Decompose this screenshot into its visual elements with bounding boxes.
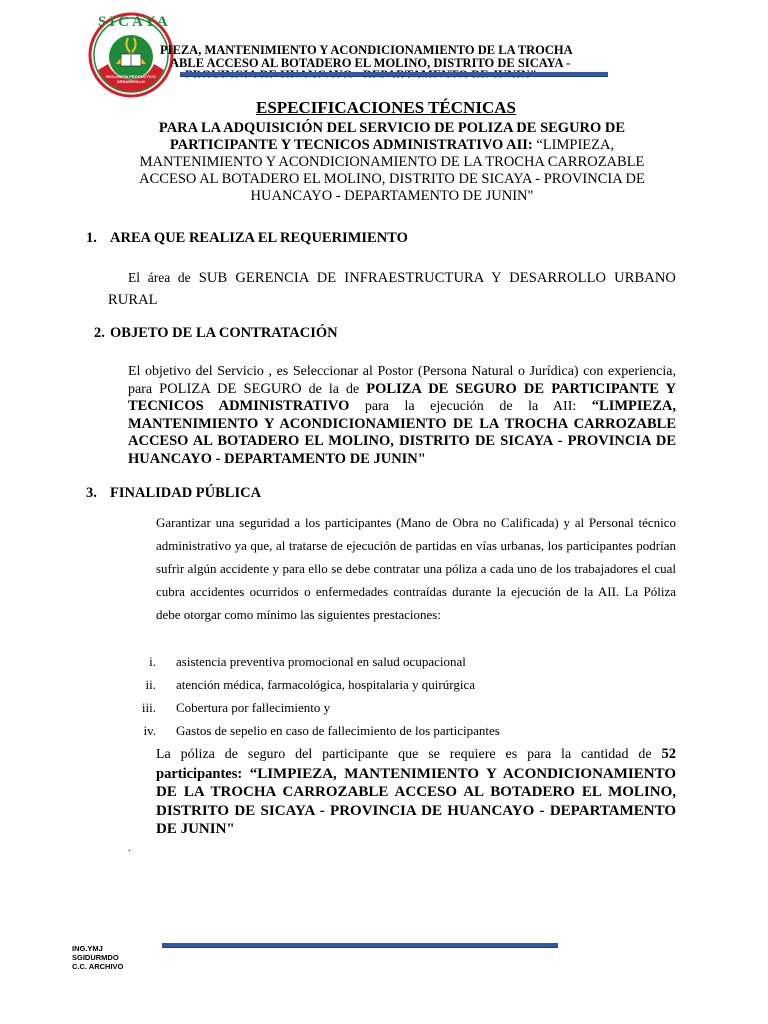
prestaciones-list [96,650,656,742]
section-1-text [108,267,676,311]
section-2-text-b: POLIZA DE SEGURO [159,380,302,397]
list-item [96,673,656,696]
document-title: ESPECIFICACIONES TÉCNICAS [256,98,516,117]
section-3-closing [156,745,676,839]
footer-initials [72,944,123,971]
section-2-bold-1: POLIZA DE SEGURO DE PARTICIPANTE Y TECNICOS ADMINISTRATIVO [128,380,677,414]
subtitle-project: “LIMPIEZA, MANTENIMIENTO Y ACONDICIONAMIENTO DE LA TROCHA CARROZABLE ACCESO AL BOTADERO EL MOLINO, DISTRITO DE SICAYA - PROVINCIA DE HUANCAYO - DEPARTAMENTO DE JUNIN" [139,137,645,204]
section-3-title: FINALIDAD PÚBLICA [110,485,262,501]
section-2-bold-2: “LIMPIEZA, MANTENIMIENTO Y ACONDICIONAMIENTO DE LA TROCHA CARROZABLE ACCESO AL BOTADERO EL MOLINO, DISTRITO DE SICAYA - PROVINCIA DE HUANCAYO - DEPARTAMENTO DE JUNIN" [128,398,676,467]
subtitle-bold: PARA LA ADQUISICIÓN DEL SERVICIO DE POLIZA DE SEGURO DE PARTICIPANTE Y TECNICOS ADMINISTRATIVO AII: [158,120,626,153]
list-item-text: asistencia preventiva promocional en salud ocupacional [176,654,466,669]
header-line-1: PIEZA, MANTENIMIENTO Y ACONDICIONAMIENTO DE LA TROCHA [160,43,573,57]
section-2-number: 2. [94,325,105,341]
document-subtitle [112,120,672,205]
section-1-number: 1. [86,230,97,246]
list-item [96,696,656,719]
header-line-2: ABLE ACCESO AL BOTADERO EL MOLINO, DISTRITO DE SICAYA - [170,56,571,70]
footer-line: ING.YMJ [72,944,103,953]
footer-divider [162,943,558,947]
list-item-text: Cobertura por fallecimiento y [176,700,331,715]
closing-project: “LIMPIEZA, MANTENIMIENTO Y ACONDICIONAMIENTO DE LA TROCHA CARROZABLE ACCESO AL BOTADERO EL MOLINO, DISTRITO DE SICAYA - PROVINCIA DE HUANCAYO - DEPARTAMENTO DE JUNIN" [156,765,676,837]
section-2-text-c: de la de [301,381,367,397]
section-3-number: 3. [86,485,97,501]
section-2-text [128,364,676,468]
list-item [96,719,656,742]
section-2-text-a: El objetivo del Servicio , es Seleccionar al Postor (Persona Natural o Jurídica) con experiencia, para [128,364,676,397]
list-item-number: iii. [141,700,156,715]
closing-count: 52 participantes: [156,746,676,782]
section-3-paragraph: Garantizar una seguridad a los participantes (Mano de Obra no Calificada) y al Personal técnico administrativo ya que, al tratarse de ejecución de partidas en vías urbanas, los participantes podrían sufrir algún accidente y para ello se debe contratar una póliza a cada uno de los trabajadores el cual cubra accidentes ocurridos o enfermedades contraídas durante la ejecución de la AII. La Póliza debe otorgar como mínimo las siguientes prestaciones: [156,515,676,622]
closing-text-a: La póliza de seguro del participante que se requiere es para la cantidad de [156,747,662,762]
section-1-text-a: El área de [128,270,191,285]
section-1-heading [86,230,408,247]
section-3-heading [86,485,261,502]
header-divider [180,72,608,76]
stray-dot: . [128,843,131,854]
list-item-text: Gastos de sepelio en caso de fallecimiento de los participantes [176,723,500,738]
logo-text: SICAYA [98,14,171,30]
section-2-text-d: para la ejecución de la AII: [349,399,592,414]
list-item-text: atención médica, farmacológica, hospitalaria y quirúrgica [176,677,475,692]
logo-ring-text: INCLUSIÓN PRODUCTIVO DESARROLLO [106,74,156,84]
section-2-title: OBJETO DE LA CONTRATACIÓN [110,325,338,341]
section-1-area: SUB GERENCIA DE INFRAESTRUCTURA Y DESARROLLO URBANO RURAL [108,270,676,308]
section-1-title: AREA QUE REALIZA EL REQUERIMIENTO [110,230,408,246]
list-item-number: ii. [145,677,156,692]
section-2-heading [94,325,338,342]
list-item [96,650,656,673]
footer-line: SGIDURMDO [72,953,119,962]
list-item-number: i. [149,654,156,669]
list-item-number: iv. [143,723,156,738]
footer-line: C.C. ARCHIVO [72,962,124,971]
